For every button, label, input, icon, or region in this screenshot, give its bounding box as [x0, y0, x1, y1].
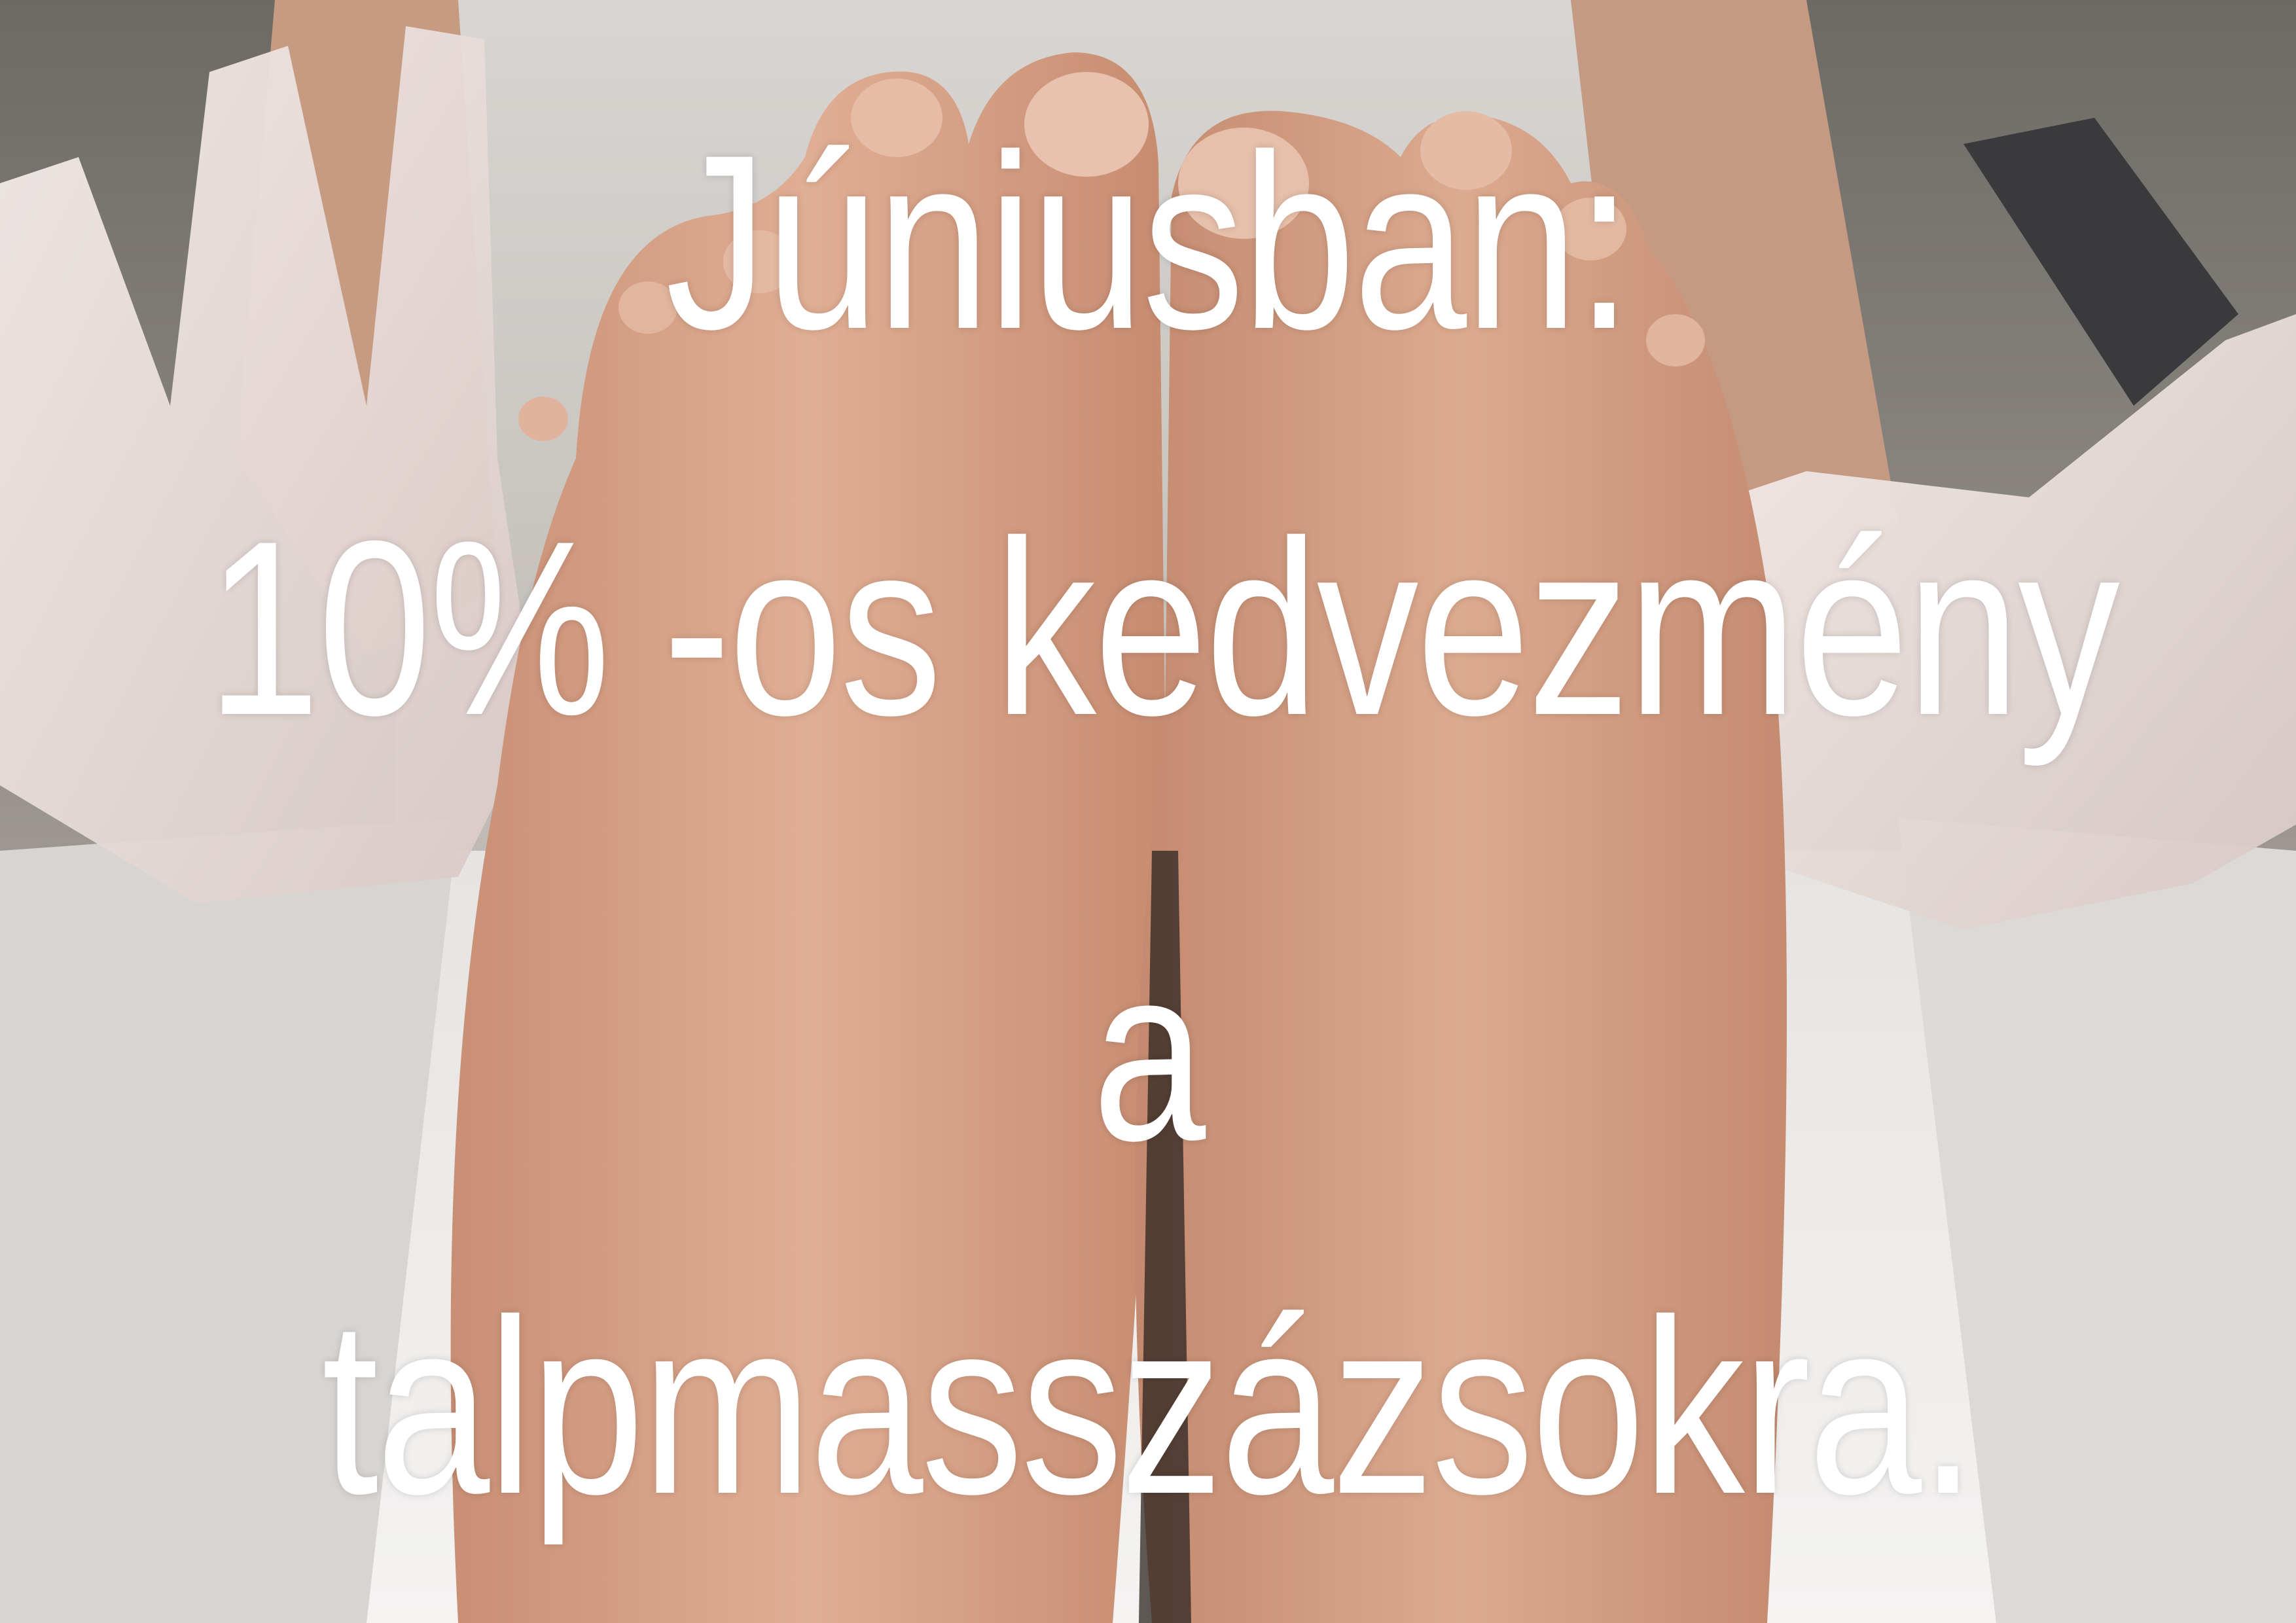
promo-article-line: a [1092, 914, 1204, 1192]
promo-month-heading: Júniusban: [665, 103, 1631, 381]
promo-service-line: talpmasszázsokra. [321, 1268, 1975, 1546]
promo-discount-line: 10% -os kedvezmény [206, 489, 2118, 767]
